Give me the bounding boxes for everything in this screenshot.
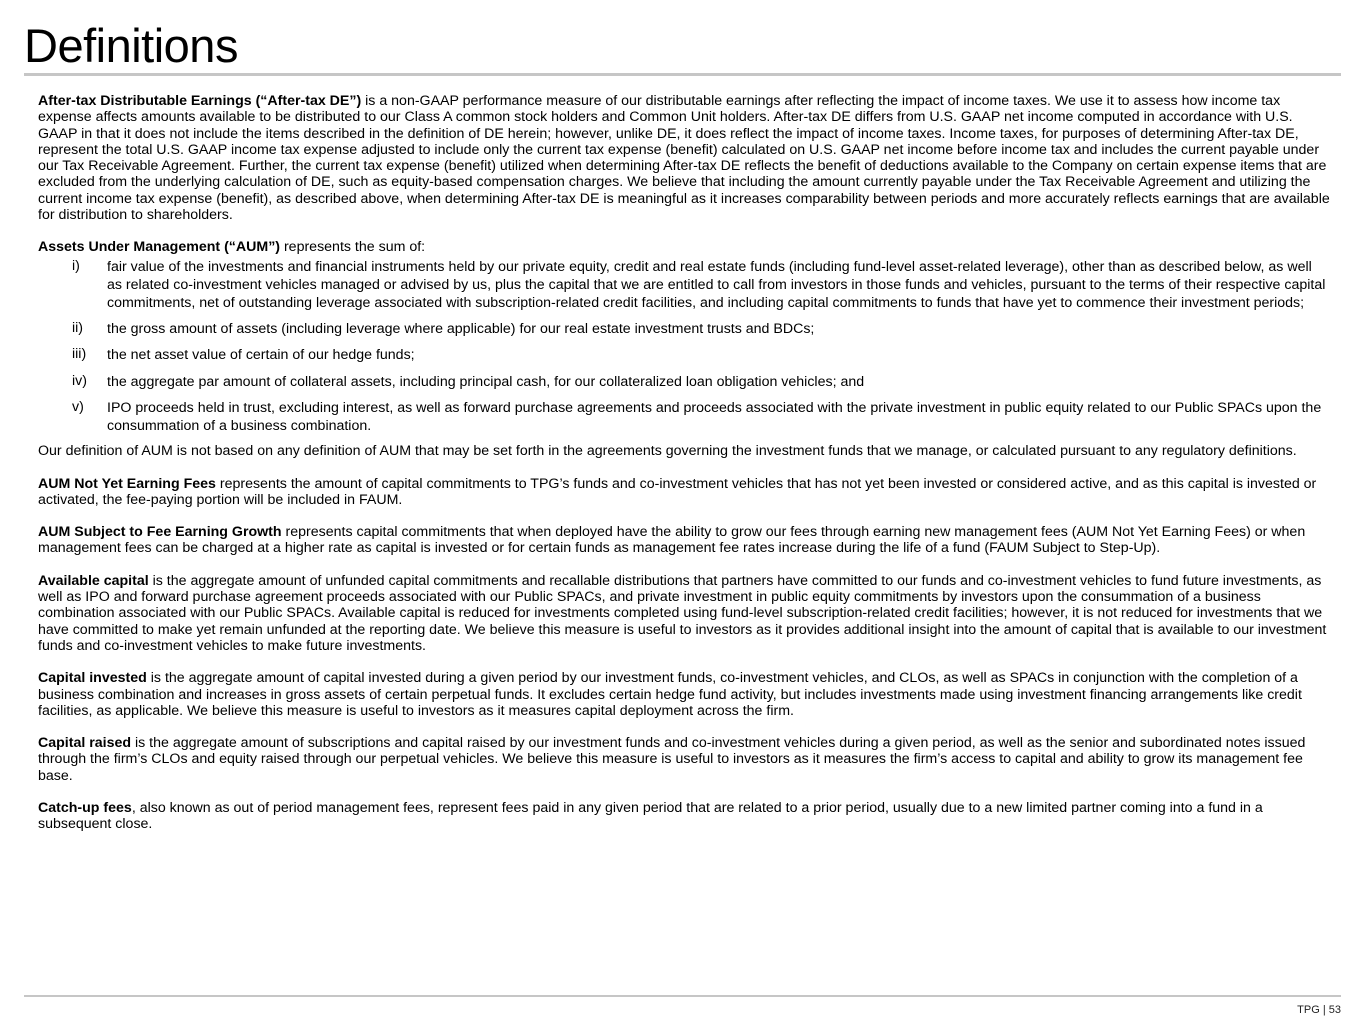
term-aum: Assets Under Management (“AUM”): [38, 239, 281, 256]
list-text: fair value of the investments and financial instruments held by our private equity, credit and real estate funds (including fund-level asset-related leverage), other than as described below, as well as related co-investment vehicles managed or advised by us, plus the capital that we are entitled to call from investors in those funds and vehicles, pursuant to the terms of their respective capital commitments, net of outstanding leverage associated with subscription-related credit facilities, and including capital commitments to funds that have yet to commence their investment periods;: [107, 258, 1326, 312]
term-capital-invested: Capital invested: [38, 670, 147, 687]
list-text: the gross amount of assets (including leverage where applicable) for our real estate investment trusts and BDCs;: [107, 321, 815, 338]
list-text: the aggregate par amount of collateral assets, including principal cash, for our collateralized loan obligation vehicles; and: [107, 373, 865, 390]
definition-capital-raised: [38, 735, 1330, 784]
list-number: i): [72, 257, 80, 274]
list-number: iii): [72, 346, 87, 363]
definition-capital-invested: [38, 670, 1330, 719]
definition-text: represents the sum of:: [280, 239, 426, 256]
definition-text: is the aggregate amount of capital invested during a given period by our investment funds, co-investment vehicles, and CLOs, as well as SPACs in conjunction with the completion of a business combination and increases in gross assets of certain perpetual funds. It excludes certain hedge fund activity, but includes investments made using investment financing arrangements like credit facilities, as applicable. We believe this measure is useful to investors as it measures capital deployment across the firm.: [38, 670, 1302, 719]
term-aum-not-yet-earning-fees: AUM Not Yet Earning Fees: [38, 475, 216, 492]
list-text: the net asset value of certain of our hedge funds;: [107, 347, 415, 364]
definition-text: represents the amount of capital commitments to TPG’s funds and co-investment vehicles that has not yet been invested or considered active, and as this capital is invested or activated, the fee-paying portion will be included in FAUM.: [38, 475, 1317, 508]
term-aum-subject-to-fee-earning-growth: AUM Subject to Fee Earning Growth: [38, 524, 282, 541]
definitions-body: [38, 93, 1330, 849]
definition-aum-subject-to-fee-earning-growth: [38, 524, 1330, 557]
title-divider: [24, 73, 1341, 76]
footer-divider: [24, 995, 1341, 997]
list-item: [38, 258, 1330, 313]
term-capital-raised: Capital raised: [38, 735, 132, 752]
definition-aum-not-yet-earning-fees: [38, 476, 1330, 509]
list-item: [38, 320, 1330, 338]
list-text: IPO proceeds held in trust, excluding interest, as well as forward purchase agreements and proceeds associated with the private investment in public equity related to our Public SPACs upon the consummation of a business combination.: [107, 399, 1322, 435]
definition-text: is the aggregate amount of unfunded capital commitments and recallable distributions that partners have committed to our funds and co-investment vehicles to fund future investments, as well as IPO and forward purchase agreement proceeds associated with our Public SPACs, and private investment in public equity commitments by investors upon the consummation of a business combination associated with our Public SPACs. Available capital is reduced for investments completed using fund-level subscription-related credit facilities; however, it is not reduced for investments that we have committed to make yet remain unfunded at the reporting date. We believe this measure is useful to investors as it provides additional insight into the amount of capital that is available to our investment funds and co-investment vehicles to make future investments.: [38, 572, 1327, 654]
aum-note: Our definition of AUM is not based on any definition of AUM that may be set forth in the agreements governing the investment funds that we manage, or calculated pursuant to any regulatory definitions.: [38, 443, 1297, 460]
list-number: ii): [72, 320, 84, 337]
list-number: v): [72, 398, 84, 415]
definition-available-capital: [38, 573, 1330, 654]
term-available-capital: Available capital: [38, 572, 149, 589]
definition-catch-up-fees: [38, 800, 1330, 833]
definition-aum: [38, 239, 1330, 255]
list-item: [38, 399, 1330, 435]
list-item: [38, 346, 1330, 364]
definition-text: is a non-GAAP performance measure of our distributable earnings after reflecting the impact of income taxes. We use it to assess how income tax expense affects amounts available to be distributed to our Class A common stock holders and Common Unit holders. After-tax DE differs from U.S. GAAP net income computed in accordance with U.S. GAAP in that it does not include the items described in the definition of DE herein; however, unlike DE, it does reflect the impact of income taxes. Income taxes, for purposes of determining After-tax DE, represent the total U.S. GAAP income tax expense adjusted to include only the current tax expense (benefit) calculated on U.S. GAAP net income before income tax and includes the current payable under our Tax Receivable Agreement. Further, the current tax expense (benefit) utilized when determining After-tax DE reflects the benefit of deductions available to the Company on certain expense items that are excluded from the underlying calculation of DE, such as equity-based compensation charges. We believe that including the amount currently payable under the Tax Receivable Agreement and utilizing the current income tax expense (benefit), as described above, when determining After-tax DE is meaningful as it increases comparability between periods and more accurately reflects earnings that are available for distribution to shareholders.: [38, 93, 1330, 224]
page-footer: TPG | 53: [1297, 1004, 1341, 1016]
aum-components-list: [38, 258, 1330, 436]
term-catch-up-fees: Catch-up fees: [38, 800, 132, 817]
definition-after-tax-de: [38, 93, 1330, 223]
list-item: [38, 373, 1330, 391]
definition-text: , also known as out of period management fees, represent fees paid in any given period that are related to a prior period, usually due to a new limited partner coming into a fund in a subsequent close.: [38, 800, 1263, 833]
term-after-tax-de: After-tax Distributable Earnings (“After-tax DE”): [38, 93, 362, 109]
definition-text: represents capital commitments that when deployed have the ability to grow our fees through earning new management fees (AUM Not Yet Earning Fees) or when management fees can be charged at a higher rate as capital is invested or for certain funds as management fee rates increase during the life of a fund (FAUM Subject to Step-Up).: [38, 524, 1306, 557]
list-number: iv): [72, 372, 87, 389]
page-title: Definitions: [24, 19, 238, 72]
definition-text: is the aggregate amount of subscriptions and capital raised by our investment funds and co-investment vehicles during a given period, as well as the senior and subordinated notes issued through the firm’s CLOs and equity raised through our perpetual vehicles. We believe this measure is useful to investors as it measures the firm’s access to capital and ability to grow its management fee base.: [38, 735, 1306, 784]
